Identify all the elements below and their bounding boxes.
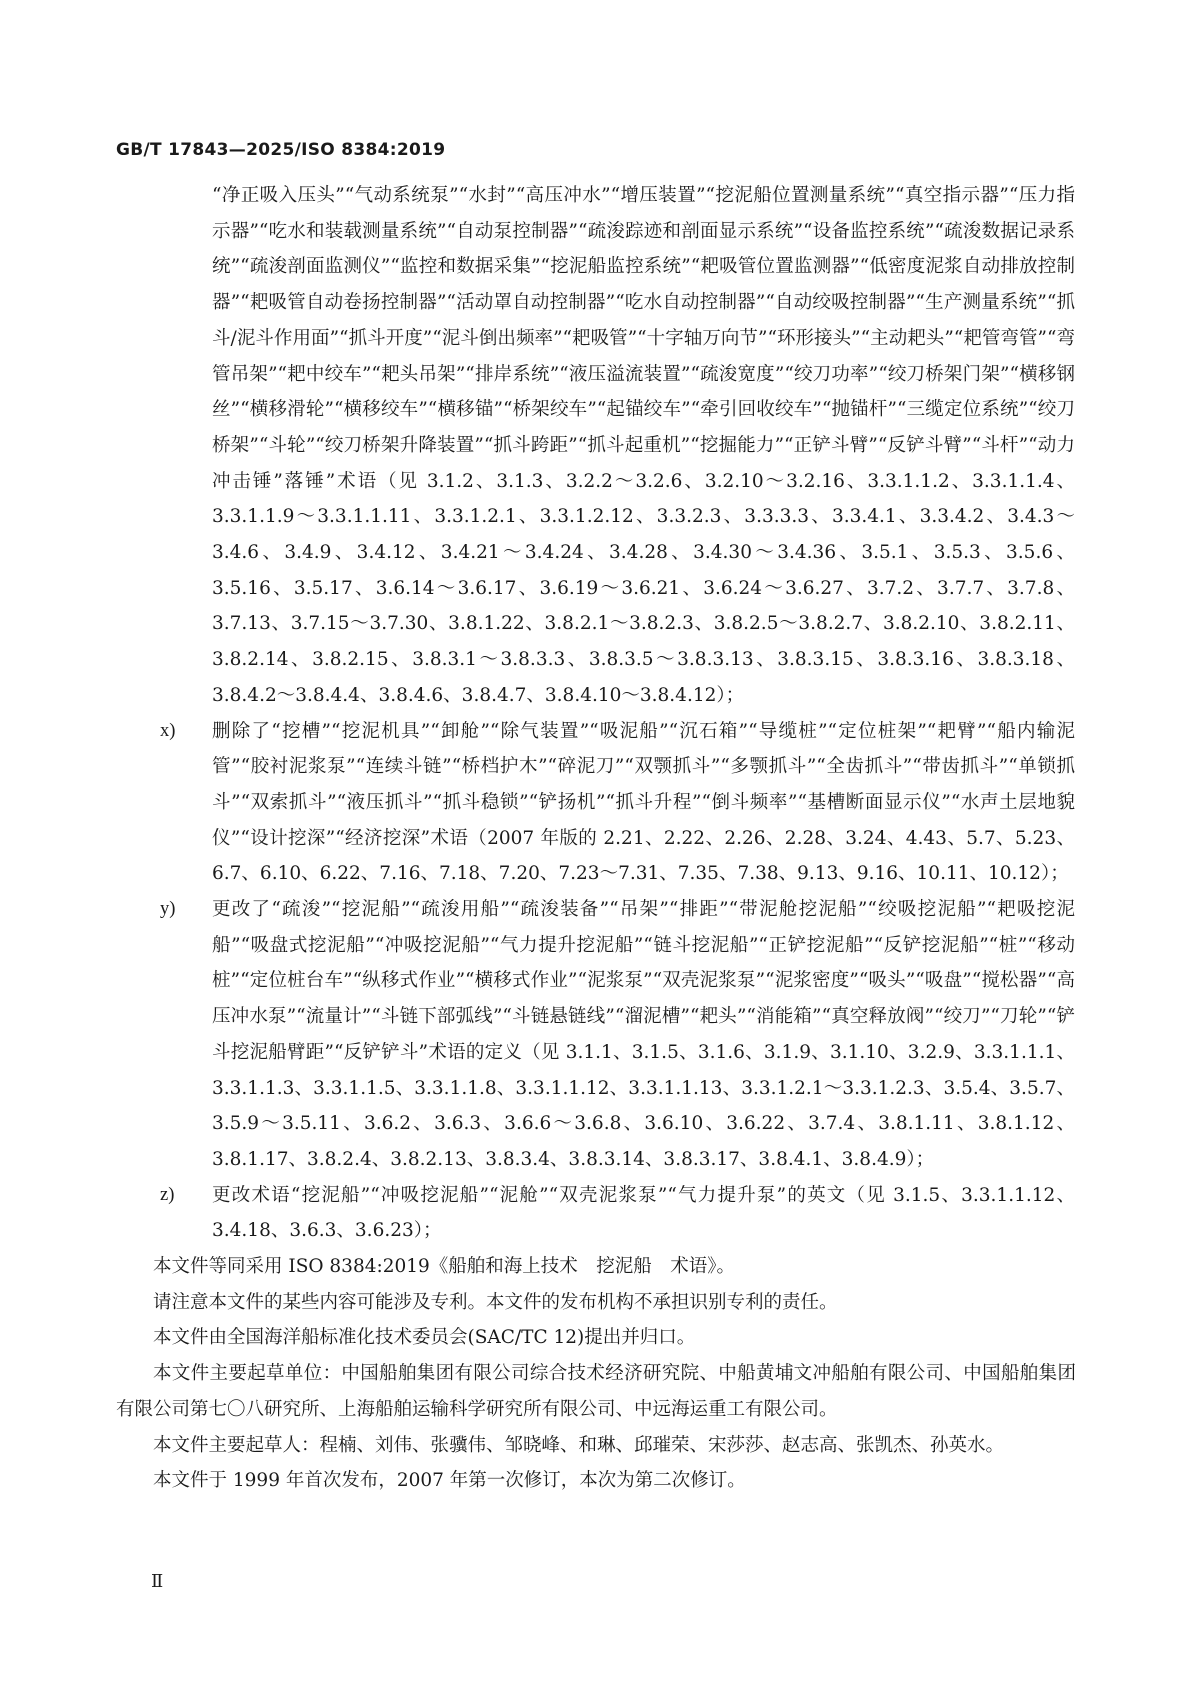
list-item-z — [160, 1178, 1075, 1249]
list-item-label: z) — [160, 1184, 175, 1205]
page-number: Ⅱ — [151, 1571, 164, 1591]
list-item-text: 更改术语“挖泥船”“冲吸挖泥船”“泥舱”“双壳泥浆泵”“气力提升泵”的英文（见 3.1.5、3.3.1.1.12、3.4.18、3.6.3、3.6.23）； — [212, 1184, 1075, 1242]
patent-notice: 请注意本文件的某些内容可能涉及专利。本文件的发布机构不承担识别专利的责任。 — [153, 1291, 838, 1313]
drafting-organizations: 本文件主要起草单位：中国船舶集团有限公司综合技术经济研究院、中船黄埔文冲船舶有限公司、中国船舶集团有限公司第七〇八研究所、上海船舶运输科学研究所有限公司、中远海运重工有限公司。 — [116, 1363, 1076, 1420]
foreword-body — [160, 178, 1075, 1249]
list-item-x — [160, 714, 1075, 893]
publication-history: 本文件于 1999 年首次发布，2007 年第一次修订，本次为第二次修订。 — [153, 1470, 746, 1492]
document-id-header: GB/T 17843—2025/ISO 8384:2019 — [116, 140, 446, 160]
adoption-statement: 本文件等同采用 ISO 8384:2019《船舶和海上技术 挖泥船 术语》。 — [153, 1256, 736, 1277]
drafters: 本文件主要起草人：程楠、刘伟、张骥伟、邹晓峰、和琳、邱璀荣、宋莎莎、赵志高、张凯杰、孙英水。 — [153, 1434, 1005, 1456]
foreword-paragraphs — [116, 1249, 1076, 1499]
list-item-text: 更改了“疏浚”“挖泥船”“疏浚用船”“疏浚装备”“吊架”“排距”“带泥舱挖泥船”“绞吸挖泥船”“耙吸挖泥船”“吸盘式挖泥船”“冲吸挖泥船”“气力提升挖泥船”“链斗挖泥船”“正铲挖泥船”“反铲挖泥船”“桩”“移动桩”“定位桩台车”“纵移式作业”“横移式作业”“泥浆泵”“双壳泥浆泵”“泥浆密度”“吸头”“吸盘”“搅松器”“高压冲水泵”“流量计”“斗链下部弧线”“斗链悬链线”“溜泥槽”“耙头”“消能箱”“真空释放阀”“绞刀”“刀轮”“铲斗挖泥船臂距”“反铲铲斗”术语的定义（见 3.1.1、3.1.5、3.1.6、3.1.9、3.1.10、3.2.9、3.3.1.1.1、3.3.1.1.3、3.3.1.1.5、3.3.1.1.8、3.3.1.1.12、3.3.1.1.13、3.3.1.2.1～3.3.1.2.3、3.5.4、3.5.7、3.5.9～3.5.11、3.6.2、3.6.3、3.6.6～3.6.8、3.6.10、3.6.22、3.7.4、3.8.1.11、3.8.1.12、3.8.1.17、3.8.2.4、3.8.2.13、3.8.3.4、3.8.3.14、3.8.3.17、3.8.4.1、3.8.4.9）； — [212, 899, 1075, 1170]
committee-statement: 本文件由全国海洋船标准化技术委员会(SAC/TC 12)提出并归口。 — [153, 1327, 696, 1349]
list-item-text: 删除了“挖槽”“挖泥机具”“卸舱”“除气装置”“吸泥船”“沉石箱”“导缆桩”“定位桩架”“耙臂”“船内输泥管”“胶衬泥浆泵”“连续斗链”“桥档护木”“碎泥刀”“双颚抓斗”“多颚抓斗”“全齿抓斗”“带齿抓斗”“单锁抓斗”“双索抓斗”“液压抓斗”“抓斗稳锁”“铲扬机”“抓斗升程”“倒斗频率”“基槽断面显示仪”“水声土层地貌仪”“设计挖深”“经济挖深”术语（2007 年版的 2.21、2.22、2.26、2.28、3.24、4.43、5.7、5.23、6.7、6.10、6.22、7.16、7.18、7.20、7.23～7.31、7.35、7.38、9.13、9.16、10.11、10.12）； — [212, 720, 1075, 885]
list-item-continuation: “净正吸入压头”“气动系统泵”“水封”“高压冲水”“增压装置”“挖泥船位置测量系统”“真空指示器”“压力指示器”“吃水和装载测量系统”“自动泵控制器”“疏浚踪迹和剖面显示系统”“设备监控系统”“疏浚数据记录系统”“疏浚剖面监测仪”“监控和数据采集”“挖泥船监控系统”“耙吸管位置监测器”“低密度泥浆自动排放控制器”“耙吸管自动卷扬控制器”“活动罩自动控制器”“吃水自动控制器”“自动绞吸控制器”“生产测量系统”“抓斗/泥斗作用面”“抓斗开度”“泥斗倒出频率”“耙吸管”“十字轴万向节”“环形接头”“主动耙头”“耙管弯管”“弯管吊架”“耙中绞车”“耙头吊架”“排岸系统”“液压溢流装置”“疏浚宽度”“绞刀功率”“绞刀桥架门架”“横移钢丝”“横移滑轮”“横移绞车”“横移锚”“桥架绞车”“起锚绞车”“牵引回收绞车”“抛锚杆”“三缆定位系统”“绞刀桥架”“斗轮”“绞刀桥架升降装置”“抓斗跨距”“抓斗起重机”“挖掘能力”“正铲斗臂”“反铲斗臂”“斗杆”“动力冲击锤”落锤”术语（见 3.1.2、3.1.3、3.2.2～3.2.6、3.2.10～3.2.16、3.3.1.1.2、3.3.1.1.4、3.3.1.1.9～3.3.1.1.11、3.3.1.2.1、3.3.1.2.12、3.3.2.3、3.3.3.3、3.3.4.1、3.3.4.2、3.4.3～3.4.6、3.4.9、3.4.12、3.4.21～3.4.24、3.4.28、3.4.30～3.4.36、3.5.1、3.5.3、3.5.6、3.5.16、3.5.17、3.6.14～3.6.17、3.6.19～3.6.21、3.6.24～3.6.27、3.7.2、3.7.7、3.7.8、3.7.13、3.7.15～3.7.30、3.8.1.22、3.8.2.1～3.8.2.3、3.8.2.5～3.8.2.7、3.8.2.10、3.8.2.11、3.8.2.14、3.8.2.15、3.8.3.1～3.8.3.3、3.8.3.5～3.8.3.13、3.8.3.15、3.8.3.16、3.8.3.18、3.8.4.2～3.8.4.4、3.8.4.6、3.8.4.7、3.8.4.10～3.8.4.12）； — [212, 185, 1075, 706]
list-item-label: x) — [160, 720, 176, 741]
list-item-y — [160, 892, 1075, 1178]
list-item-label: y) — [160, 899, 176, 920]
